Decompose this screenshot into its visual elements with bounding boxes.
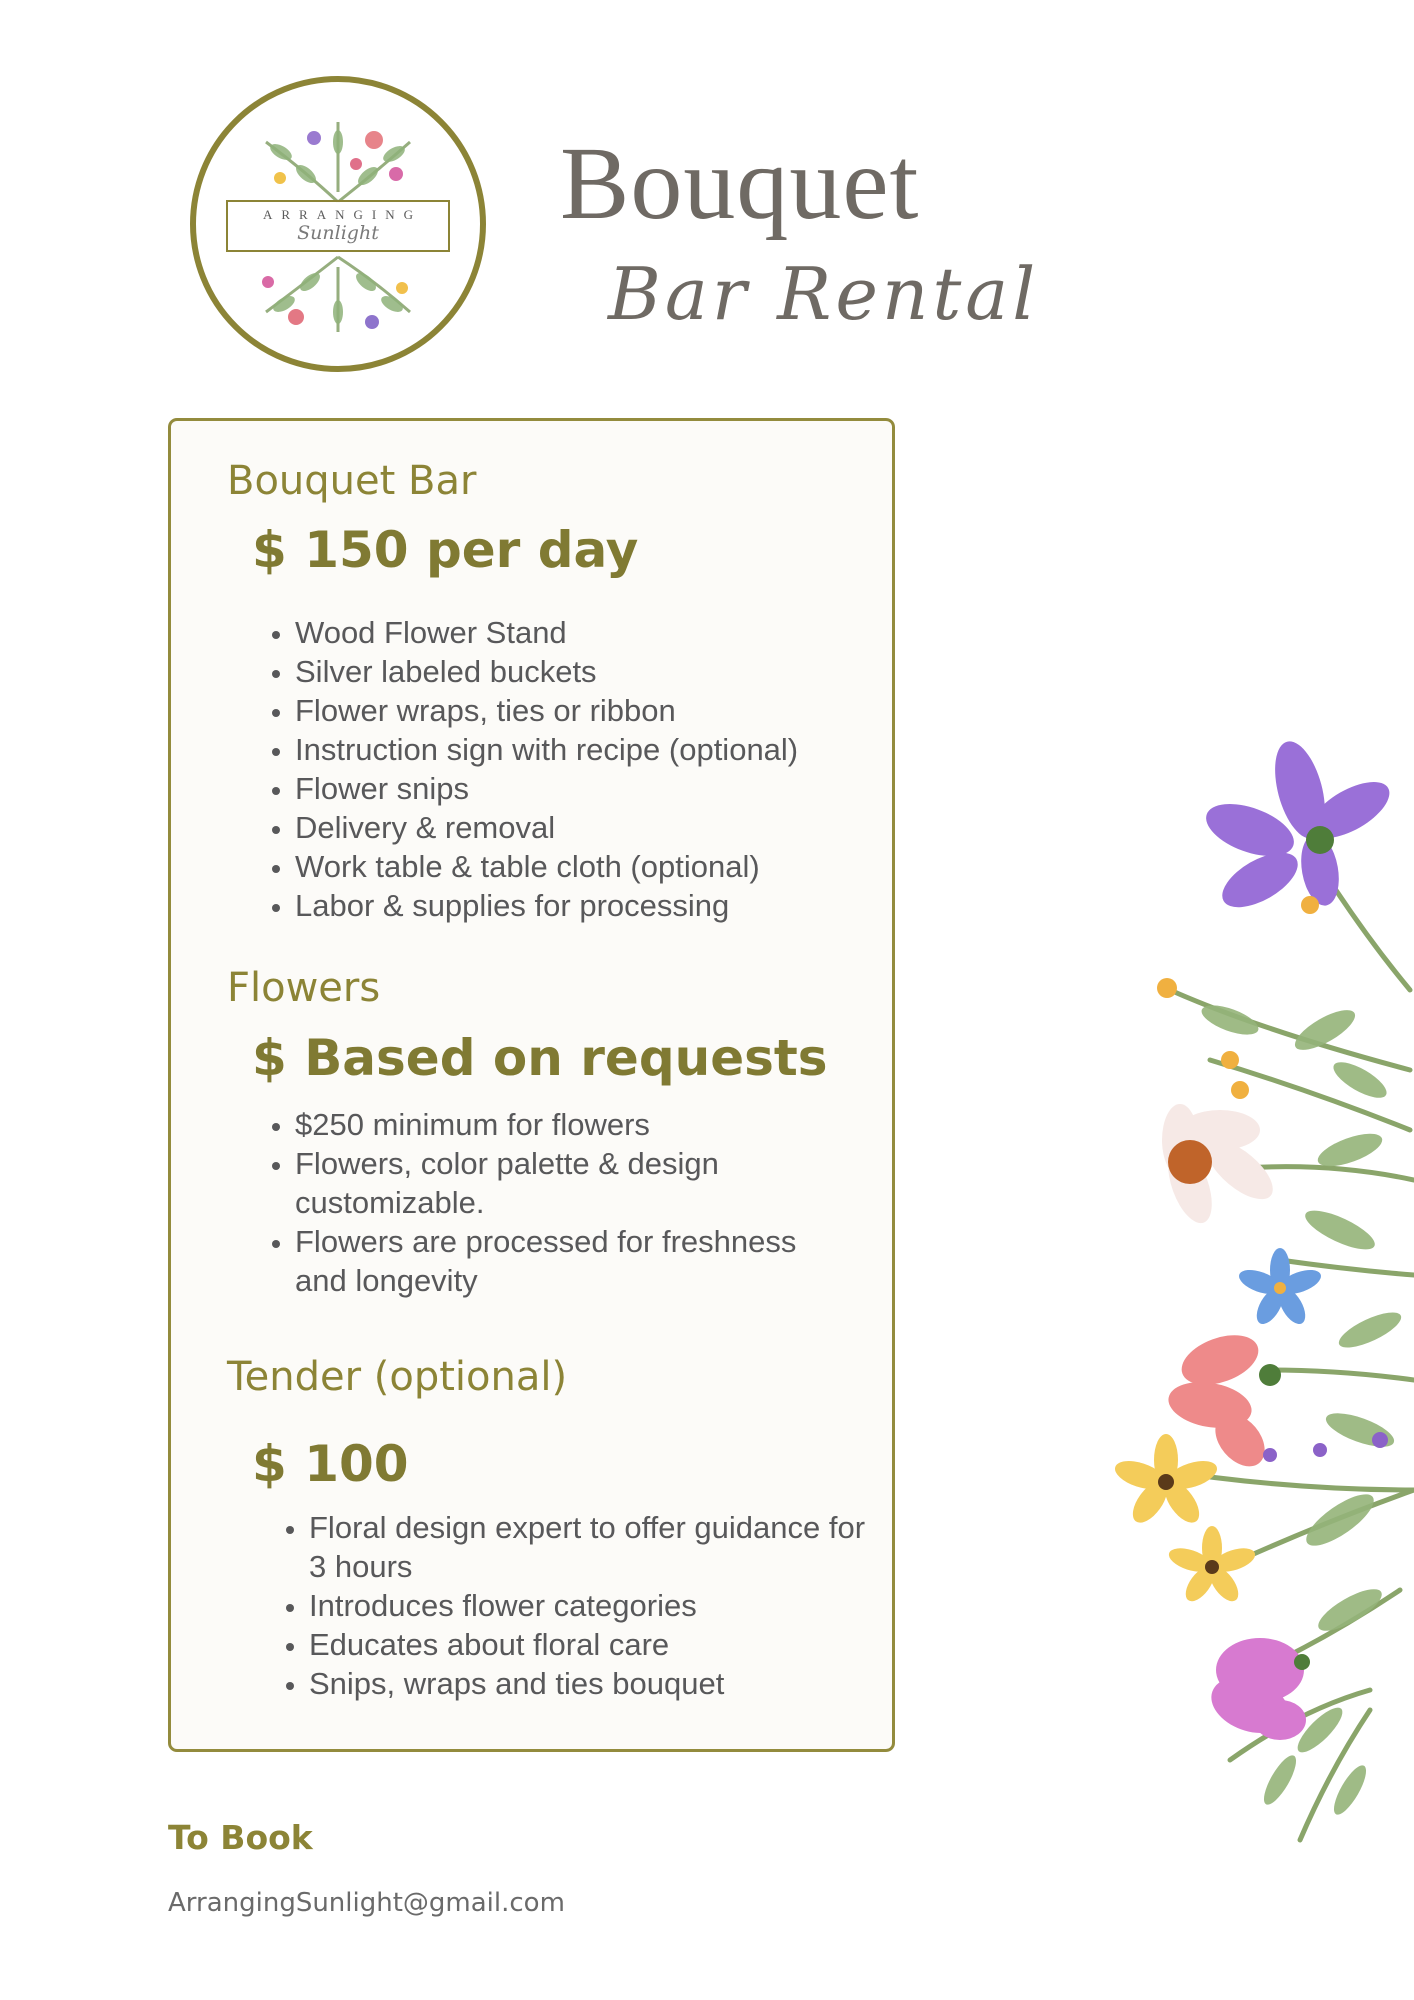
list-item: • Flowers are processed for freshness and longevity [295,1222,835,1300]
list-item: • Instruction sign with recipe (optional) [295,730,895,769]
list-item: • Snips, wraps and ties bouquet [309,1664,869,1703]
page-title: Bouquet [560,126,920,241]
to-book-heading: To Book [168,1818,313,1857]
list-item: • Wood Flower Stand [295,613,895,652]
list-item: • Flower wraps, ties or ribbon [295,691,895,730]
pricing-card [168,418,895,1752]
wildflower-illustration [1110,730,1414,1860]
list-item: • Delivery & removal [295,808,895,847]
section-heading-bouquet-bar: Bouquet Bar [227,458,477,504]
bouquet-bar-includes-list [257,613,895,925]
flowers-details-list [257,1105,835,1300]
logo-name-band [226,200,450,252]
page-subtitle: Bar Rental [608,252,1040,336]
logo-name-script: Sunlight [297,222,379,244]
tender-details-list [271,1508,869,1703]
list-item: • Labor & supplies for processing [295,886,895,925]
price-flowers: $ Based on requests [252,1029,828,1087]
section-heading-flowers: Flowers [227,965,381,1011]
list-item: • Educates about floral care [309,1625,869,1664]
section-heading-tender: Tender (optional) [227,1354,568,1400]
list-item: • Flowers, color palette & design customizable. [295,1144,835,1222]
brand-logo [190,76,486,372]
list-item: • Work table & table cloth (optional) [295,847,895,886]
list-item: • Introduces flower categories [309,1586,869,1625]
price-tender: $ 100 [252,1435,409,1493]
logo-name-top: ARRANGING [263,207,422,222]
list-item: • Floral design expert to offer guidance for 3 hours [309,1508,869,1586]
price-bouquet-bar: $ 150 per day [252,521,639,579]
list-item: • Flower snips [295,769,895,808]
contact-email[interactable]: ArrangingSunlight@gmail.com [168,1888,565,1918]
list-item: • Silver labeled buckets [295,652,895,691]
list-item: • $250 minimum for flowers [295,1105,835,1144]
